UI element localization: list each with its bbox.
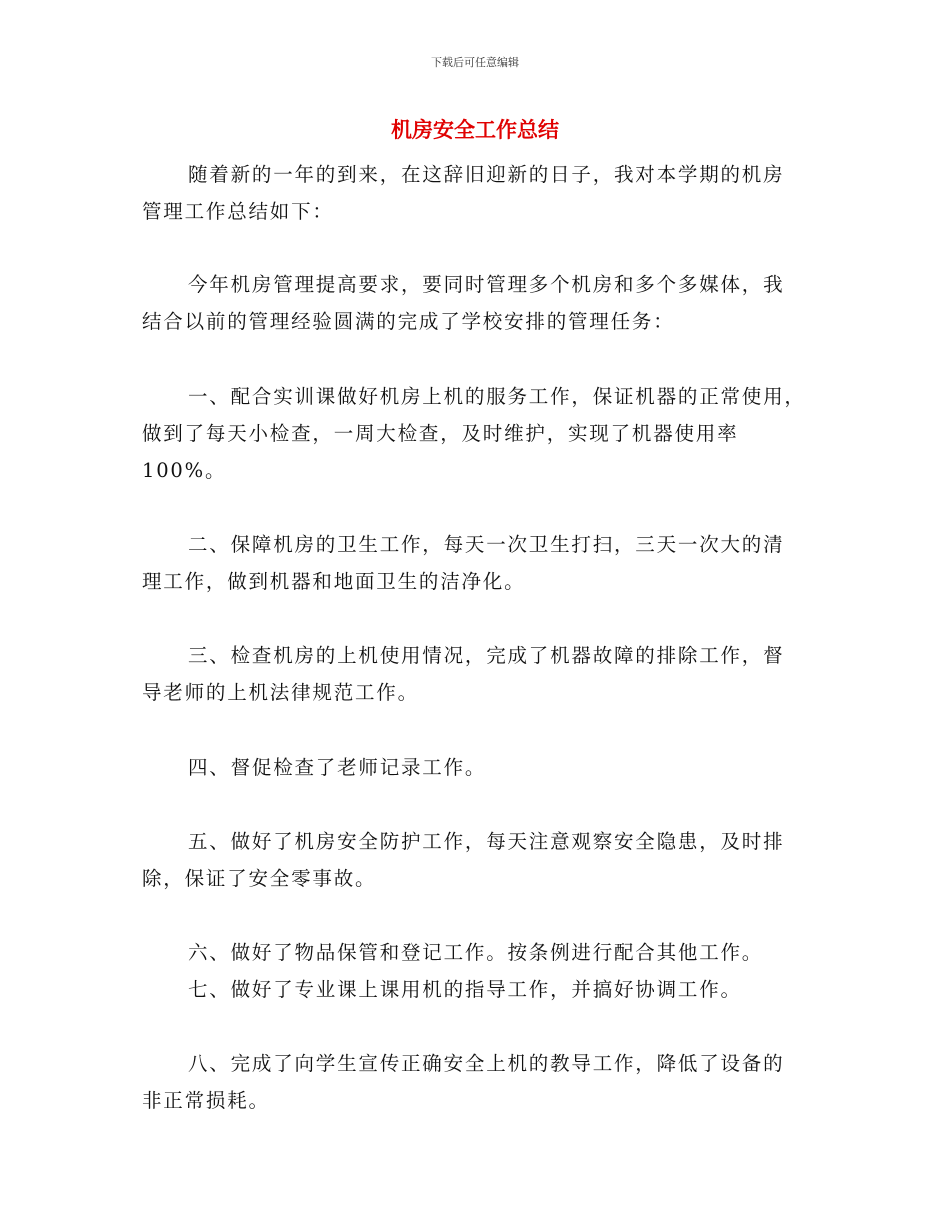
paragraph-line: 随着新的一年的到来，在这辞旧迎新的日子，我对本学期的机房 bbox=[188, 163, 785, 186]
paragraph-line: 今年机房管理提高要求，要同时管理多个机房和多个多媒体，我 bbox=[188, 273, 785, 296]
paragraph-line: 结合以前的管理经验圆满的完成了学校安排的管理任务： bbox=[142, 310, 675, 333]
paragraph-item-8 bbox=[142, 1045, 807, 1119]
paragraph-item-6 bbox=[142, 934, 807, 971]
paragraph-item-2 bbox=[142, 526, 807, 600]
paragraph-line: 四、督促检查了老师记录工作。 bbox=[188, 756, 487, 779]
document-title: 机房安全工作总结 bbox=[391, 117, 559, 142]
paragraph-item-4 bbox=[142, 749, 807, 786]
paragraph-line: 六、做好了物品保管和登记工作。按条例进行配合其他工作。 bbox=[188, 941, 764, 964]
paragraph-line: 理工作，做到机器和地面卫生的洁净化。 bbox=[142, 570, 526, 593]
paragraph-line: 一、配合实训课做好机房上机的服务工作，保证机器的正常使用， bbox=[188, 385, 806, 408]
paragraph-line: 做到了每天小检查，一周大检查，及时维护，实现了机器使用率 bbox=[142, 422, 739, 445]
paragraph-item-3 bbox=[142, 637, 807, 711]
paragraph-intro bbox=[142, 156, 807, 230]
paragraph-line: 二、保障机房的卫生工作，每天一次卫生打扫，三天一次大的清 bbox=[188, 533, 785, 556]
paragraph-item-7 bbox=[142, 971, 807, 1008]
paragraph-line: 三、检查机房的上机使用情况，完成了机器故障的排除工作，督 bbox=[188, 644, 785, 667]
paragraph-line: 非正常损耗。 bbox=[142, 1089, 270, 1112]
paragraph-overview bbox=[142, 266, 807, 340]
paragraph-line: 八、完成了向学生宣传正确安全上机的教导工作，降低了设备的 bbox=[188, 1052, 785, 1075]
paragraph-item-5 bbox=[142, 823, 807, 897]
paragraph-item-1 bbox=[142, 378, 807, 489]
paragraph-line: 七、做好了专业课上课用机的指导工作，并搞好协调工作。 bbox=[188, 978, 742, 1001]
paragraph-line: 导老师的上机法律规范工作。 bbox=[142, 681, 419, 704]
paragraph-line: 除，保证了安全零事故。 bbox=[142, 867, 377, 890]
header-note: 下载后可任意编辑 bbox=[431, 56, 519, 69]
paragraph-line: 五、做好了机房安全防护工作，每天注意观察安全隐患，及时排 bbox=[188, 830, 785, 853]
paragraph-line: 管理工作总结如下： bbox=[142, 200, 334, 223]
paragraph-line: 100%。 bbox=[142, 459, 227, 482]
